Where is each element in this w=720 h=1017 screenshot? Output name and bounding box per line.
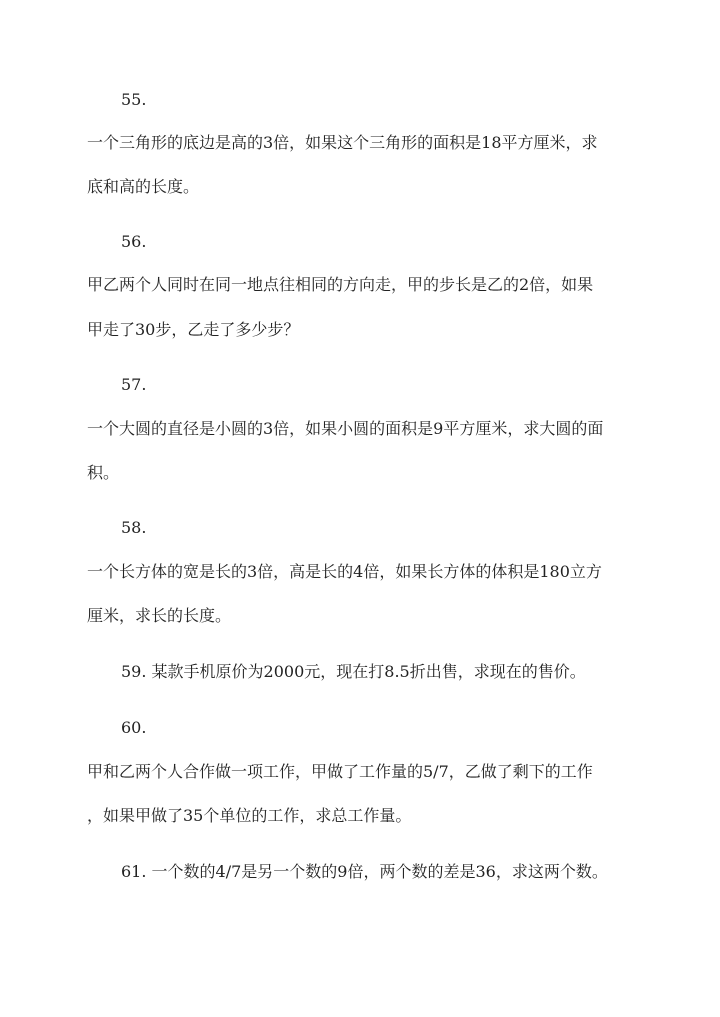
problem-60-line-1: 甲和乙两个人合作做一项工作，甲做了工作量的5/7，乙做了剩下的工作 [87, 762, 593, 781]
problem-56-line-2: 甲走了30步，乙走了多少步？ [87, 320, 300, 339]
problem-58-line-2: 厘米，求长的长度。 [87, 606, 232, 625]
problem-61 [121, 860, 681, 884]
problem-59-number: 59. [121, 662, 147, 681]
problem-58-number: 58. [121, 518, 147, 537]
problem-56-number: 56. [121, 232, 147, 251]
problem-57-line-1: 一个大圆的直径是小圆的3倍，如果小圆的面积是9平方厘米，求大圆的面 [87, 419, 604, 438]
problem-55-line-1: 一个三角形的底边是高的3倍，如果这个三角形的面积是18平方厘米，求 [87, 133, 598, 152]
problem-57-number: 57. [121, 375, 147, 394]
problem-60-number: 60. [121, 718, 147, 737]
problem-59 [121, 660, 681, 684]
problem-61-number: 61. [121, 862, 147, 881]
problem-55-line-2: 底和高的长度。 [87, 177, 200, 196]
problem-58-line-1: 一个长方体的宽是长的3倍，高是长的4倍，如果长方体的体积是180立方 [87, 562, 602, 581]
problem-57-line-2: 积。 [87, 463, 120, 482]
problem-61-text: 一个数的4/7是另一个数的9倍，两个数的差是36，求这两个数。 [151, 862, 608, 881]
problem-59-text: 某款手机原价为2000元，现在打8.5折出售，求现在的售价。 [151, 662, 586, 681]
problem-60-line-2: ，如果甲做了35个单位的工作，求总工作量。 [87, 806, 412, 825]
problem-55-number: 55. [121, 90, 147, 109]
problem-56-line-1: 甲乙两个人同时在同一地点往相同的方向走，甲的步长是乙的2倍，如果 [87, 275, 594, 294]
